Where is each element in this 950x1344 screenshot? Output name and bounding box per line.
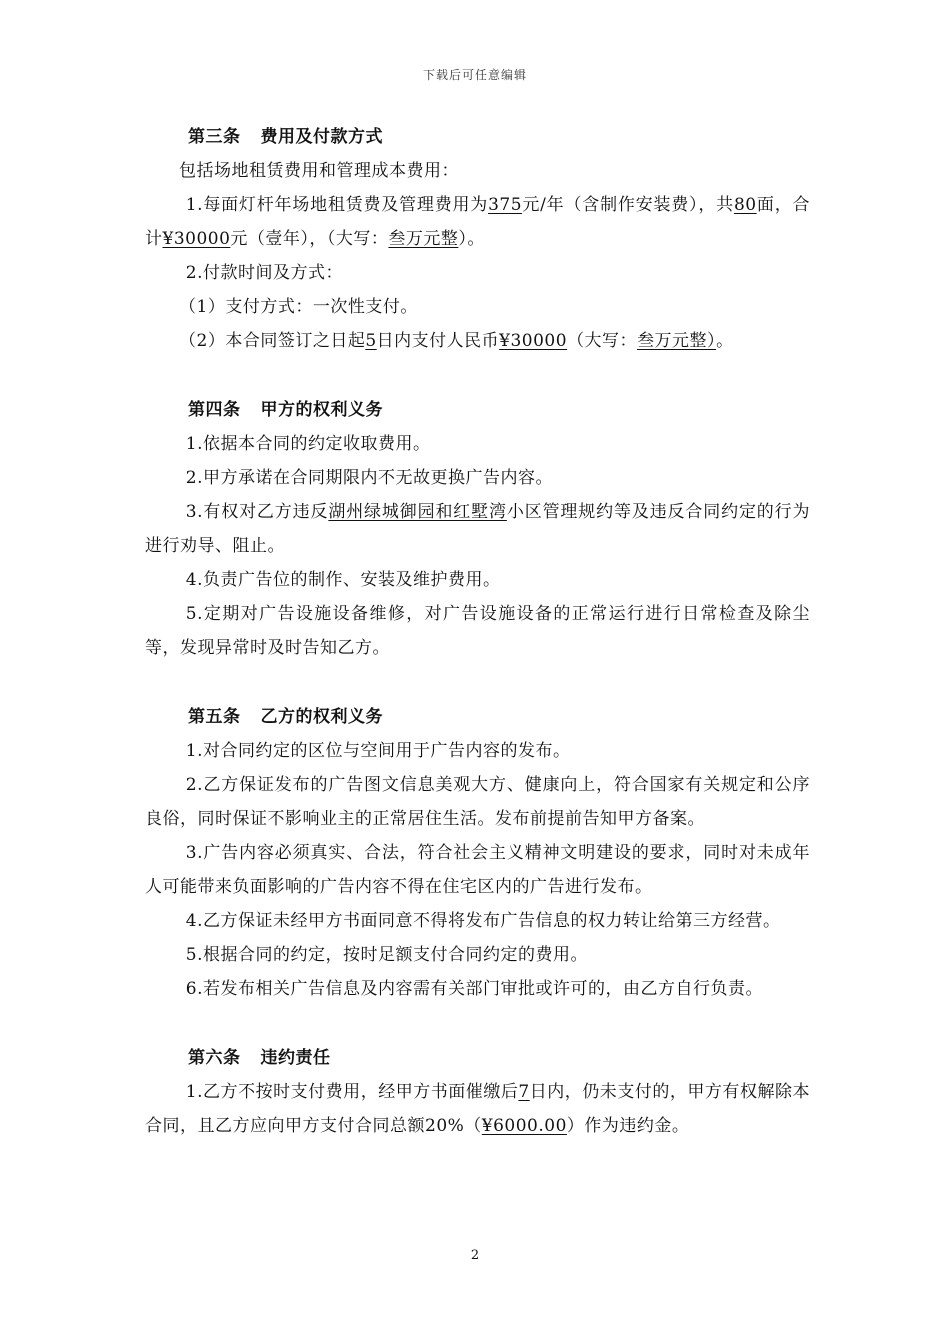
- text: 1.依据本合同的约定收取费用。: [185, 434, 431, 454]
- section-number: 第三条: [188, 127, 241, 147]
- text: 3.广告内容必须真实、合法，符合社会主义精神文明建设的要求，同时对未成年人可能带来负面影响的广告内容不得在住宅区内的广告进行发布。: [145, 843, 810, 897]
- section-title: 费用及付款方式: [260, 127, 383, 147]
- text: 面，合计: [145, 195, 810, 249]
- text: 2.付款时间及方式：: [185, 263, 344, 283]
- paragraph: [145, 563, 810, 597]
- text: 6.若发布相关广告信息及内容需有关部门审批或许可的，由乙方自行负责。: [185, 979, 764, 999]
- text: 。: [716, 331, 734, 351]
- text: 1.每面灯杆年场地租赁费及管理费用为: [185, 195, 489, 215]
- section-3: [145, 120, 810, 358]
- text: 1.对合同约定的区位与空间用于广告内容的发布。: [185, 741, 571, 761]
- underlined-value: 叁万元整: [388, 229, 459, 249]
- paragraph: [145, 1075, 810, 1143]
- section-heading: [145, 1041, 810, 1075]
- section-number: 第四条: [188, 400, 241, 420]
- paragraph: [145, 256, 810, 290]
- paragraph: [145, 427, 810, 461]
- text: （大写：: [567, 331, 638, 351]
- text: 小区管理规约等及违反合同约定的行为进行劝导、阻止。: [145, 502, 811, 556]
- section-title: 乙方的权利义务: [260, 707, 383, 727]
- paragraph: [145, 836, 810, 904]
- text: ）。: [458, 229, 485, 249]
- paragraph: [145, 324, 810, 358]
- text: 4.负责广告位的制作、安装及维护费用。: [185, 570, 501, 590]
- text: ）作为违约金。: [566, 1116, 690, 1136]
- page-header: 下载后可任意编辑: [422, 68, 527, 82]
- paragraph: [145, 154, 810, 188]
- section-number: 第六条: [188, 1048, 241, 1068]
- underlined-value: ¥6000.00: [481, 1116, 567, 1136]
- underlined-value: ¥30000: [499, 331, 568, 351]
- paragraph: [145, 904, 810, 938]
- underlined-value: 7: [518, 1082, 530, 1102]
- paragraph: [145, 972, 810, 1006]
- paragraph: [145, 734, 810, 768]
- paragraph: [145, 461, 810, 495]
- page-number: 2: [470, 1248, 480, 1263]
- text: 4.乙方保证未经甲方书面同意不得将发布广告信息的权力转让给第三方经营。: [185, 911, 781, 931]
- text: （1）支付方式：一次性支付。: [179, 297, 418, 317]
- text: 1.乙方不按时支付费用，经甲方书面催缴后: [185, 1082, 519, 1102]
- text: 2.乙方保证发布的广告图文信息美观大方、健康向上，符合国家有关规定和公序良俗，同时保证不影响业主的正常居住生活。发布前提前告知甲方备案。: [145, 775, 810, 829]
- text: 3.有权对乙方违反: [185, 502, 329, 522]
- underlined-value: 叁万元整）: [637, 331, 717, 351]
- text: 元/年（含制作安装费），共: [522, 195, 734, 215]
- underlined-value: 5: [365, 331, 377, 351]
- section-5: [145, 700, 810, 1006]
- paragraph: [145, 938, 810, 972]
- section-heading: [145, 120, 810, 154]
- section-title: 违约责任: [260, 1048, 331, 1068]
- underlined-value: 湖州绿城御园和红墅湾: [328, 502, 507, 522]
- text: 日内支付人民币: [376, 331, 500, 351]
- text: 元（壹年），（大写：: [230, 229, 389, 249]
- section-number: 第五条: [188, 707, 241, 727]
- paragraph: [145, 597, 810, 665]
- paragraph: [145, 290, 810, 324]
- underlined-value: 375: [488, 195, 523, 215]
- section-heading: [145, 393, 810, 427]
- text: （2）本合同签订之日起: [179, 331, 366, 351]
- section-4: [145, 393, 810, 665]
- paragraph: [145, 188, 810, 256]
- text: 包括场地租赁费用和管理成本费用：: [179, 161, 459, 181]
- text: 2.甲方承诺在合同期限内不无故更换广告内容。: [185, 468, 554, 488]
- section-heading: [145, 700, 810, 734]
- text: 日内，仍未支付的，甲方有权解除本合同，且乙方应向甲方支付合同总额20%（: [145, 1082, 810, 1136]
- text: 5.定期对广告设施设备维修，对广告设施设备的正常运行进行日常检查及除尘等，发现异常时及时告知乙方。: [145, 604, 810, 658]
- paragraph: [145, 768, 810, 836]
- section-title: 甲方的权利义务: [260, 400, 383, 420]
- underlined-value: ¥30000: [162, 229, 231, 249]
- document-body: [145, 120, 810, 1178]
- paragraph: [145, 495, 810, 563]
- section-6: [145, 1041, 810, 1143]
- underlined-value: 80: [733, 195, 757, 215]
- text: 5.根据合同的约定，按时足额支付合同约定的费用。: [185, 945, 589, 965]
